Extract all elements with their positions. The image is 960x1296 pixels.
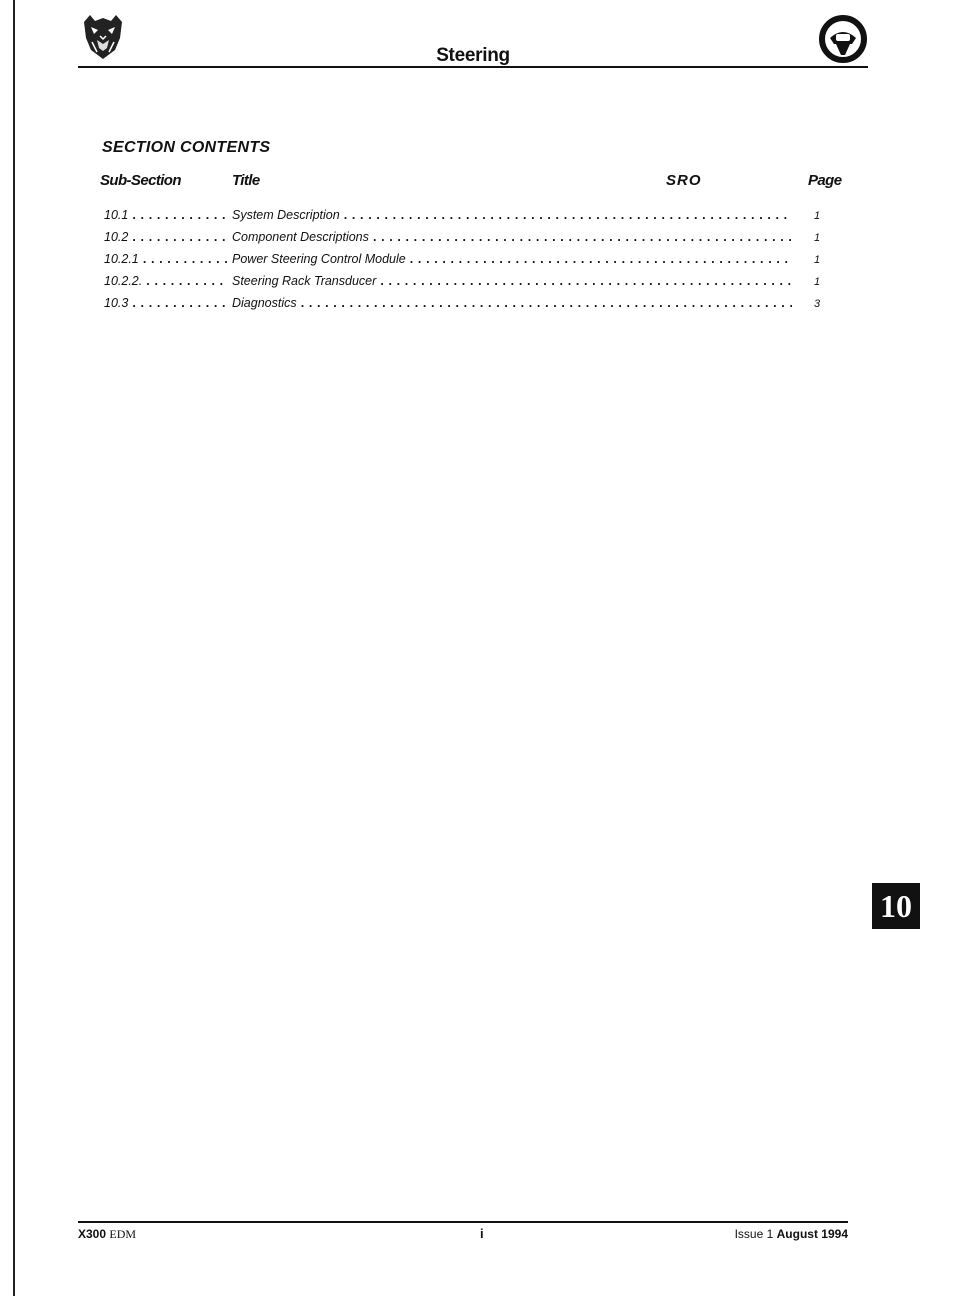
edm-label: EDM [109, 1227, 137, 1241]
column-header-page: Page [808, 172, 842, 189]
section-tab: 10 [872, 883, 920, 929]
section-title: SECTION CONTENTS [102, 139, 271, 156]
toc-number: 10.3 . . . [104, 296, 228, 310]
column-header-sub-section: Sub-Section [100, 172, 181, 189]
document-code [78, 1227, 136, 1242]
toc-number: 10.1 . . . [104, 208, 228, 222]
margin-rule [13, 0, 15, 1296]
page-footer [78, 1227, 848, 1247]
toc-entry-10-3[interactable] [104, 296, 834, 318]
column-header-title: Title [232, 172, 260, 189]
toc-entry-10-2-1[interactable] [104, 252, 834, 274]
page-title: Steering [436, 45, 510, 66]
footer-rule [78, 1221, 848, 1223]
page-number: i [480, 1226, 484, 1241]
toc-page: 1 [814, 232, 821, 244]
issue-date: August 1994 [776, 1227, 848, 1241]
toc-entry-10-2-2[interactable] [104, 274, 834, 296]
toc-page: 3 [814, 298, 821, 310]
steering-wheel-icon [818, 14, 868, 64]
toc-number: 10.2.2. . . . [104, 274, 228, 288]
issue-info [735, 1227, 848, 1241]
header-rule [78, 66, 868, 68]
toc-title: Steering Rack Transducer . . . [232, 274, 792, 288]
toc-page: 1 [814, 276, 821, 288]
toc-entry-10-1[interactable] [104, 208, 834, 230]
toc-title: System Description . . . [232, 208, 792, 222]
toc-title: Diagnostics . . . [232, 296, 792, 310]
toc-title: Component Descriptions . . . [232, 230, 792, 244]
toc-page: 1 [814, 210, 821, 222]
table-of-contents [104, 208, 834, 318]
toc-entry-10-2[interactable] [104, 230, 834, 252]
toc-number: 10.2 . . . [104, 230, 228, 244]
page-header [78, 12, 868, 72]
column-header-sro: SRO [666, 172, 702, 189]
toc-number: 10.2.1 . . . [104, 252, 228, 266]
model-code: X300 [78, 1227, 107, 1241]
issue-label: Issue 1 [734, 1227, 774, 1241]
toc-title: Power Steering Control Module . . . [232, 252, 792, 266]
toc-page: 1 [814, 254, 821, 266]
